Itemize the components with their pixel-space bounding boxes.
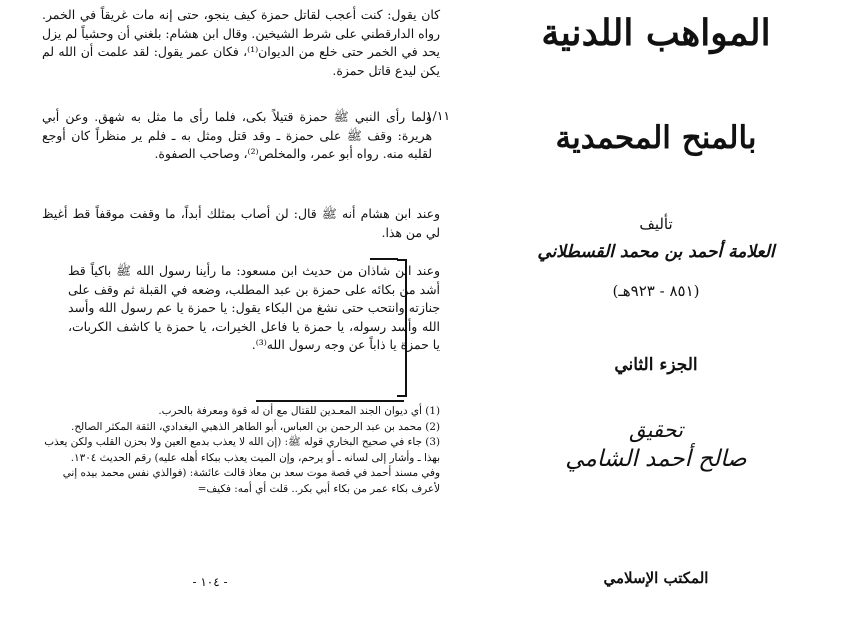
text-paragraph-3: وعند ابن هشام أنه ﷺ قال: لن أصاب بمثلك أبداً، ما وقفت موقفاً قط أغيظ لي من هذا.	[42, 206, 440, 240]
page-number: - ١٠٤ -	[192, 575, 228, 589]
author-name: العلامة أحمد بن محمد القسطلاني	[537, 242, 775, 262]
publisher-name: المكتب الإسلامي	[603, 569, 709, 587]
footnotes	[42, 404, 440, 498]
text-paragraph-1: كان يقول: كنت أعجب لقاتل حمزة كيف ينجو، حتى إنه مات غريقاً في الخمر. رواه الدارقطني على شرط الشيخين. وقال ابن هشام: بلغني أن وحشياً لم يزل يحد في الخمر حتى خلع من الديوان⁽¹⁾، فكان عمر يقول: لقد علمت أن الله لم يكن ليدع قاتل حمزة.	[42, 7, 441, 78]
bracket-tick	[370, 258, 398, 260]
footnote-3: (3) جاء في صحيح البخاري قوله ﷺ: (إن الله لا يعذب بدمع العين ولا بحزن القلب ولكن يعذب بهذا ـ وأشار إلى لسانه ـ أو يرحم، وإن الميت يعذب ببكاء أهله عليه) رقم الحديث ١٣٠٤.	[44, 436, 440, 464]
right-page	[470, 0, 842, 620]
book-subtitle: بالمنح المحمدية	[555, 120, 757, 156]
editor-label: تحقيق	[629, 418, 683, 442]
volume-label: الجزء الثاني	[614, 355, 698, 375]
author-dates: (٨٥١ - ٩٢٣هـ)	[612, 282, 700, 300]
footnote-1: (1) أي ديوان الجند المعـدين للقتال مع أن له قوة ومعرفة بالحرب.	[158, 405, 440, 417]
margin-bracket	[397, 259, 407, 397]
text-paragraph-4: وعند ابن شاذان من حديث ابن مسعود: ما رأينا رسول الله ﷺ باكياً قط أشد من بكائه على حمزة بن عبد المطلب، وضعه في القبلة ثم وقف على جنازته وانتحب حتى نشغ من البكاء يقول: يا حمزة يا عم رسول الله وأسد الله وأسد رسوله، يا حمزة يا فاعل الخيرات، يا حمزة يا كاشف الكربات، يا حمزة يا ذاباً عن وجه رسول الله⁽³⁾.	[68, 263, 440, 353]
editor-name: صالح أحمد الشامي	[565, 446, 747, 472]
footnote-continuation: وفي مسند أحمد في قصة موت سعد بن معاذ قالت عائشة: (فوالذي نفس محمد بيده إني لأعرف بكاء عمر من بكاء أبي بكر.. قلت أي أمه: فكيف=	[62, 467, 440, 495]
footnote-2: (2) محمد بن عبد الرحمن بن العباس، أبو الطاهر الذهبي البغدادي، الثقة المكثر الصالح.	[71, 420, 440, 433]
book-title: المواهب اللدنية	[541, 12, 771, 54]
text-paragraph-2: ولما رأى النبي ﷺ حمزة قتيلاً بكى، فلما رأى ما مثل به شهق. وعن أبي هريرة: وقف ﷺ على حمزة ـ وقد قتل ومثل به ـ فلم ير منظراً كان أوجع لقلبه منه. رواه أبو عمر، والمخلص⁽²⁾، وصاحب الصفوة.	[42, 109, 432, 162]
paragraph-marker: ١/١١	[425, 108, 450, 123]
authorship-label: تأليف	[639, 215, 673, 233]
footnote-divider	[256, 400, 404, 402]
